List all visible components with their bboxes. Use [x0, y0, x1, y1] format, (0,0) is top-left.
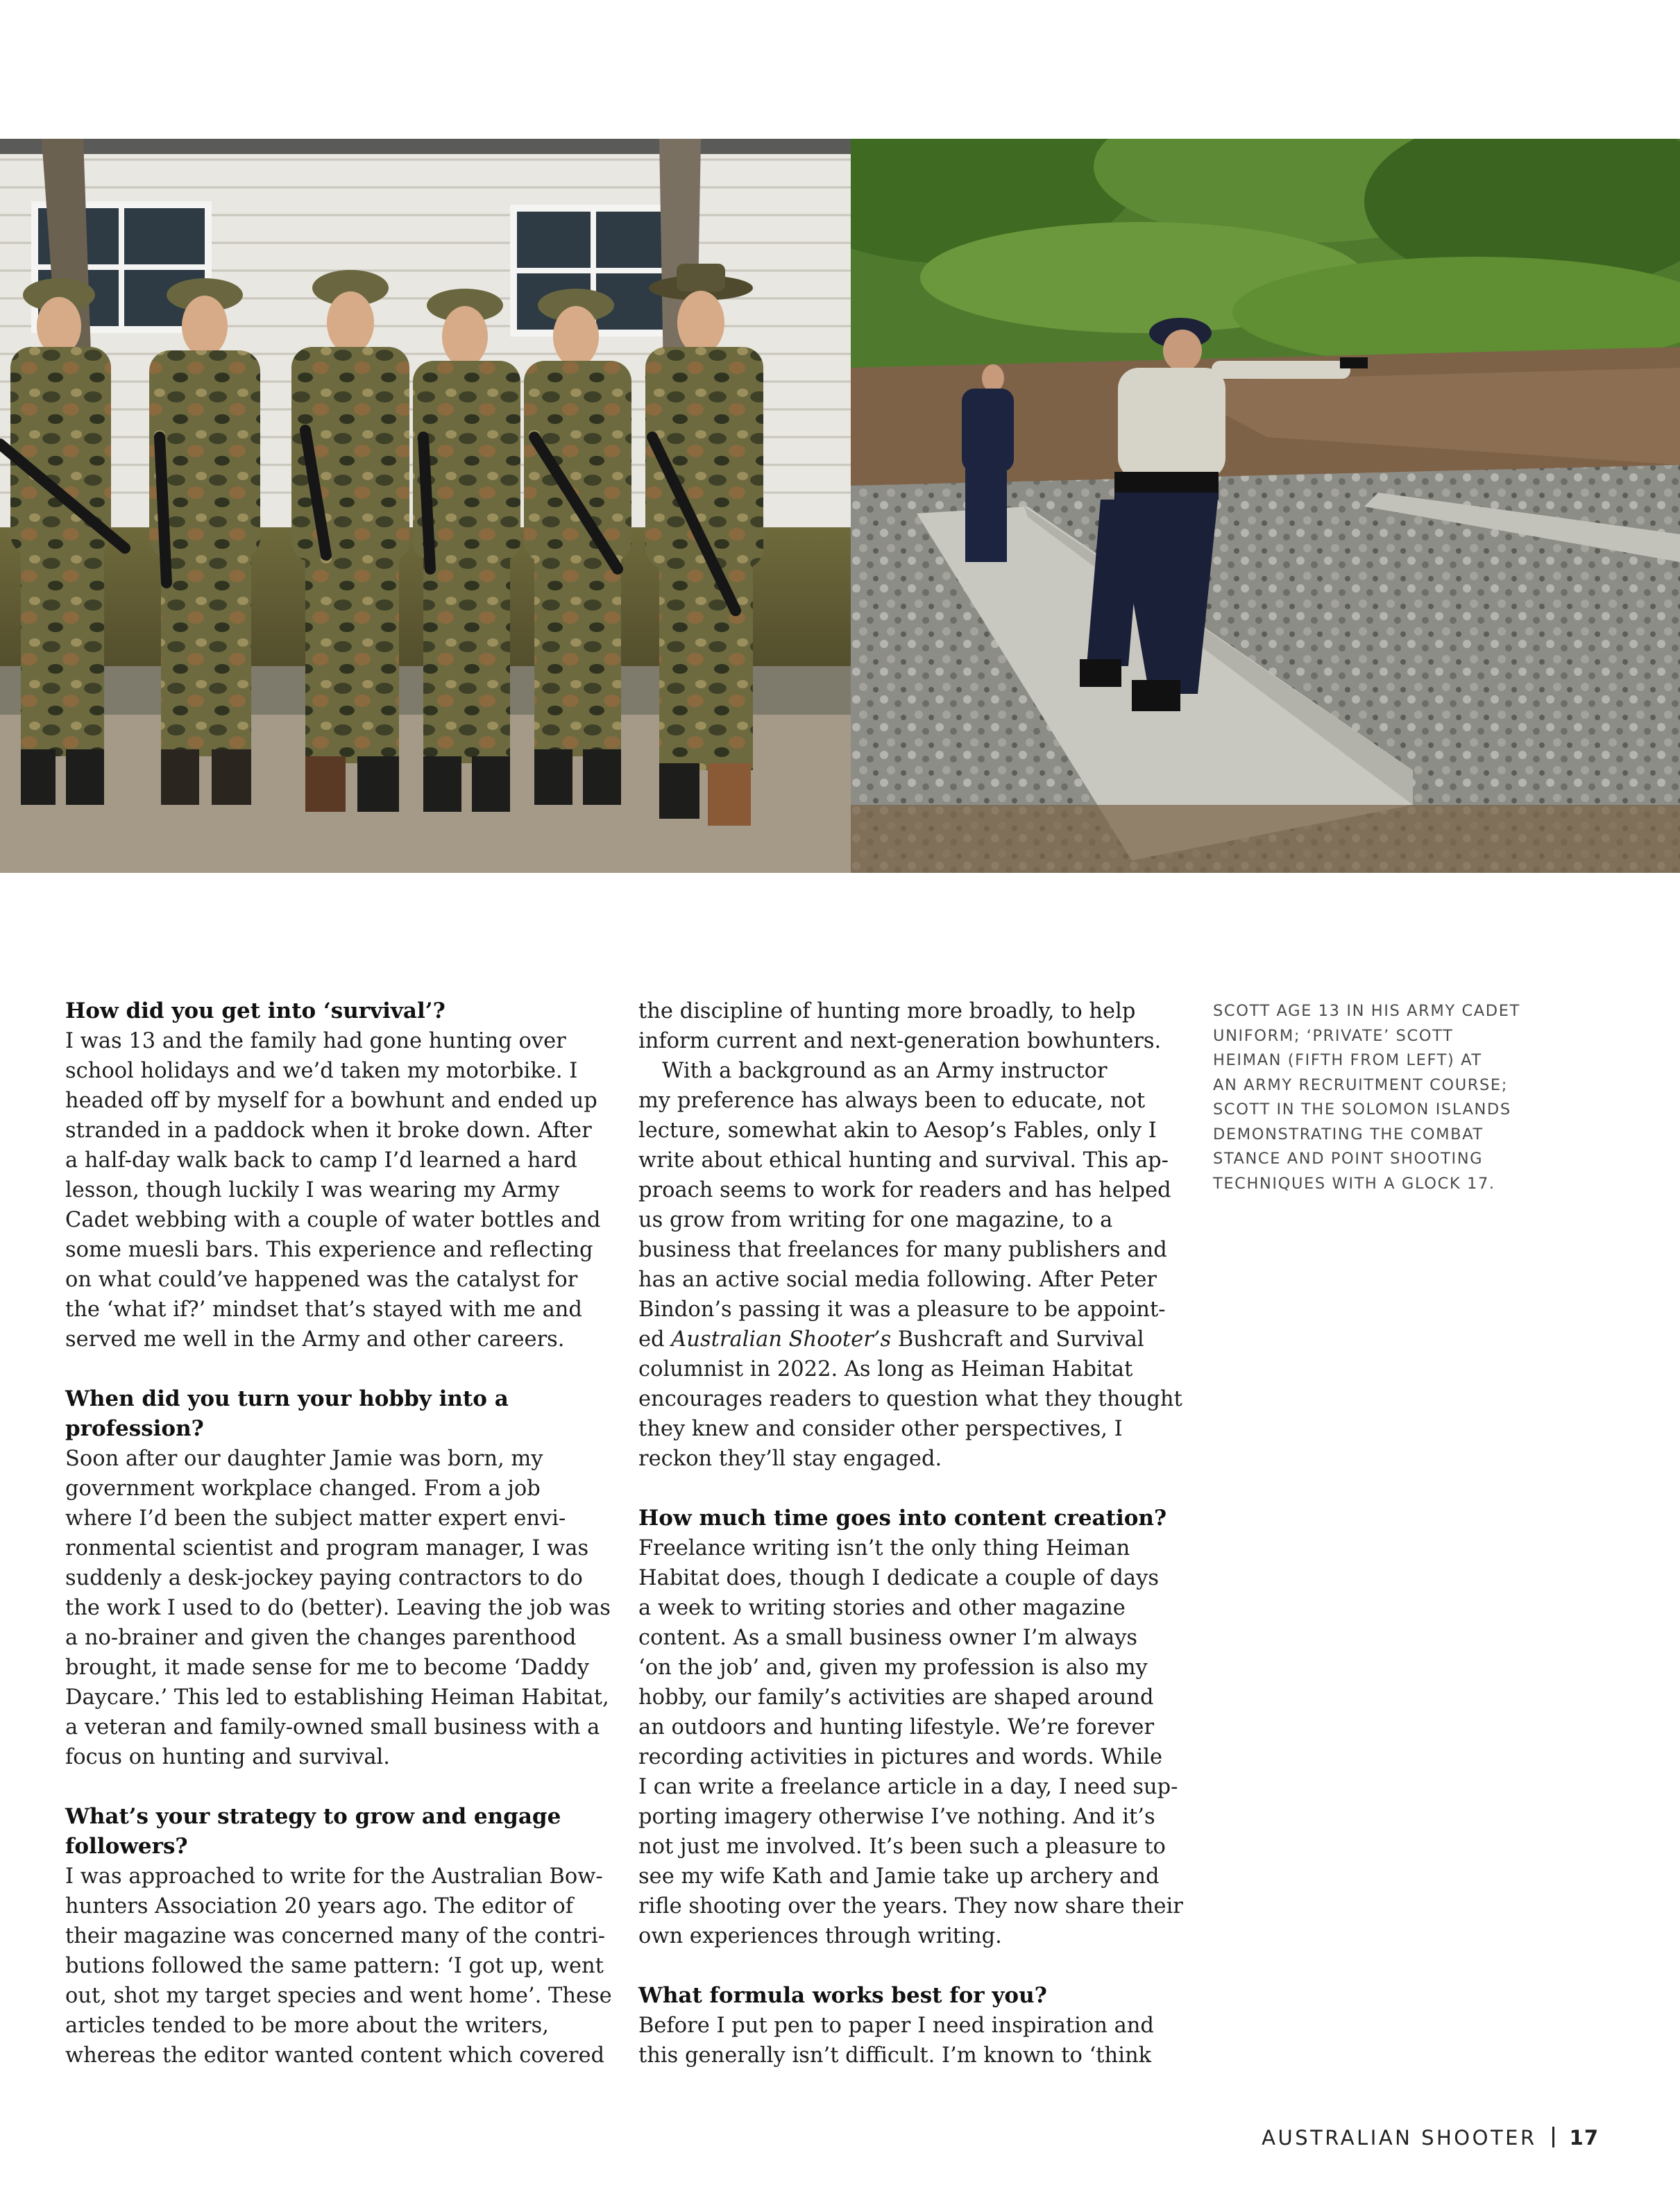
page-footer [1262, 2126, 1599, 2150]
answer-line: rifle shooting over the years. They now share their [638, 1894, 1183, 1919]
answer-line: a half-day walk back to camp I’d learned a hard [65, 1148, 577, 1173]
photo-caption [1213, 999, 1574, 1196]
answer-text: ed [638, 1327, 672, 1352]
answer-line: inform current and next-generation bowhunters. [638, 1029, 1162, 1053]
answer-line: Before I put pen to paper I need inspiration and [638, 2014, 1154, 2038]
magazine-title: Australian Shooter’s [671, 1327, 892, 1352]
question-heading: How did you get into ‘survival’? [65, 998, 446, 1023]
answer-line: not just me involved. It’s been such a pleasure to [638, 1835, 1166, 1859]
answer-line: a week to writing stories and other magazine [638, 1596, 1126, 1620]
footer-divider [1552, 2127, 1554, 2147]
answer-line: brought, it made sense for me to become ‘Daddy [65, 1656, 589, 1680]
question-heading: How much time goes into content creation? [638, 1506, 1167, 1531]
answer-line: With a background as an Army instructor [662, 1059, 1108, 1083]
answer-line: proach seems to work for readers and has helped [638, 1178, 1171, 1202]
answer-line: I was approached to write for the Australian Bow- [65, 1864, 603, 1889]
answer-line: this generally isn’t difficult. I’m known to ‘think [638, 2043, 1152, 2068]
answer-line: Daycare.’ This led to establishing Heiman Habitat, [65, 1685, 609, 1710]
caption-line: SCOTT AGE 13 IN HIS ARMY CADET [1213, 1002, 1520, 1020]
caption-line: SCOTT IN THE SOLOMON ISLANDS [1213, 1100, 1511, 1118]
caption-line: HEIMAN (FIFTH FROM LEFT) AT [1213, 1051, 1482, 1069]
article-column-left [65, 996, 612, 2070]
answer-line: recording activities in pictures and words. While [638, 1745, 1163, 1769]
caption-line: AN ARMY RECRUITMENT COURSE; [1213, 1075, 1508, 1094]
page-number: 17 [1569, 2126, 1599, 2150]
answer-line: has an active social media following. After Peter [638, 1268, 1157, 1292]
answer-line: reckon they’ll stay engaged. [638, 1447, 942, 1471]
answer-line: write about ethical hunting and survival. This ap- [638, 1148, 1169, 1173]
answer-line: their magazine was concerned many of the contri- [65, 1924, 606, 1948]
answer-line: hobby, our family’s activities are shaped around [638, 1685, 1154, 1710]
answer-line: butions followed the same pattern: ‘I got up, went [65, 1954, 604, 1978]
answer-line: whereas the editor wanted content which covered [65, 2043, 605, 2068]
answer-line: where I’d been the subject matter expert envi- [65, 1506, 566, 1531]
answer-line: a no-brainer and given the changes parenthood [65, 1626, 577, 1650]
answer-line: on what could’ve happened was the catalyst for [65, 1268, 578, 1292]
answer-line: suddenly a desk-jockey paying contractors to do [65, 1566, 583, 1590]
answer-line: my preference has always been to educate, not [638, 1089, 1146, 1113]
answer-line: the ‘what if?’ mindset that’s stayed with me and [65, 1298, 582, 1322]
caption-line: STANCE AND POINT SHOOTING [1213, 1150, 1484, 1168]
answer-line: school holidays and we’d taken my motorbike. I [65, 1059, 578, 1083]
answer-line [638, 1325, 1180, 1354]
caption-line: TECHNIQUES WITH A GLOCK 17. [1213, 1174, 1495, 1193]
caption-line: UNIFORM; ‘PRIVATE’ SCOTT [1213, 1026, 1454, 1045]
answer-line: ‘on the job’ and, given my profession is also my [638, 1656, 1148, 1680]
cadet-figure [291, 270, 409, 812]
answer-line: Habitat does, though I dedicate a couple of days [638, 1566, 1159, 1590]
cadets-photo-illustration [0, 139, 851, 873]
question-heading: followers? [65, 1834, 188, 1859]
answer-line: Freelance writing isn’t the only thing Heiman [638, 1536, 1130, 1560]
answer-line: a veteran and family-owned small business with a [65, 1715, 600, 1739]
answer-line: porting imagery otherwise I’ve nothing. And it’s [638, 1805, 1155, 1829]
answer-text: Bushcraft and Survival [891, 1327, 1144, 1352]
range-photo-illustration [851, 139, 1680, 873]
cadets-photo [0, 139, 851, 873]
answer-line: I was 13 and the family had gone hunting over [65, 1029, 566, 1053]
answer-line: us grow from writing for one magazine, to a [638, 1208, 1113, 1232]
answer-line: headed off by myself for a bowhunt and ended up [65, 1089, 597, 1113]
answer-line: served me well in the Army and other careers. [65, 1327, 565, 1352]
answer-line: encourages readers to question what they thought [638, 1387, 1182, 1411]
cadet-figure [524, 289, 631, 805]
range-photo [851, 139, 1680, 873]
answer-line: lecture, somewhat akin to Aesop’s Fables, only I [638, 1118, 1157, 1143]
answer-line: focus on hunting and survival. [65, 1745, 390, 1769]
answer-line: Soon after our daughter Jamie was born, my [65, 1447, 543, 1471]
answer-line: an outdoors and hunting lifestyle. We’re forever [638, 1715, 1155, 1739]
answer-line: government workplace changed. From a job [65, 1477, 541, 1501]
answer-line: columnist in 2022. As long as Heiman Habitat [638, 1357, 1133, 1381]
question-heading: profession? [65, 1416, 204, 1441]
cadet-figure [10, 278, 111, 805]
background-shooter-figure [962, 364, 1014, 562]
answer-line: out, shot my target species and went home’. These [65, 1984, 612, 2008]
answer-line: they knew and consider other perspectives, I [638, 1417, 1123, 1441]
answer-line: Bindon’s passing it was a pleasure to be appoint- [638, 1298, 1166, 1322]
question-heading: When did you turn your hobby into a [65, 1386, 509, 1411]
answer-line: content. As a small business owner I’m always [638, 1626, 1138, 1650]
answer-line: own experiences through writing. [638, 1924, 1002, 1948]
answer-line: business that freelances for many publishers and [638, 1238, 1167, 1262]
answer-line: the work I used to do (better). Leaving the job was [65, 1596, 611, 1620]
answer-line: Cadet webbing with a couple of water bottles and [65, 1208, 601, 1232]
answer-line: I can write a freelance article in a day, I need sup- [638, 1775, 1178, 1799]
answer-line: stranded in a paddock when it broke down. After [65, 1118, 592, 1143]
article-column-middle [638, 996, 1183, 2070]
answer-line: articles tended to be more about the writers, [65, 2014, 549, 2038]
answer-line: some muesli bars. This experience and reflecting [65, 1238, 593, 1262]
publication-name: AUSTRALIAN SHOOTER [1262, 2126, 1537, 2150]
caption-line: DEMONSTRATING THE COMBAT [1213, 1125, 1484, 1143]
answer-line: ronmental scientist and program manager, I was [65, 1536, 589, 1560]
answer-line: hunters Association 20 years ago. The editor of [65, 1894, 574, 1919]
question-heading: What’s your strategy to grow and engage [65, 1804, 561, 1829]
answer-line: the discipline of hunting more broadly, to help [638, 999, 1136, 1023]
answer-line: see my wife Kath and Jamie take up archery and [638, 1864, 1160, 1889]
answer-line: lesson, though luckily I was wearing my Army [65, 1178, 560, 1202]
question-heading: What formula works best for you? [638, 1983, 1047, 2008]
